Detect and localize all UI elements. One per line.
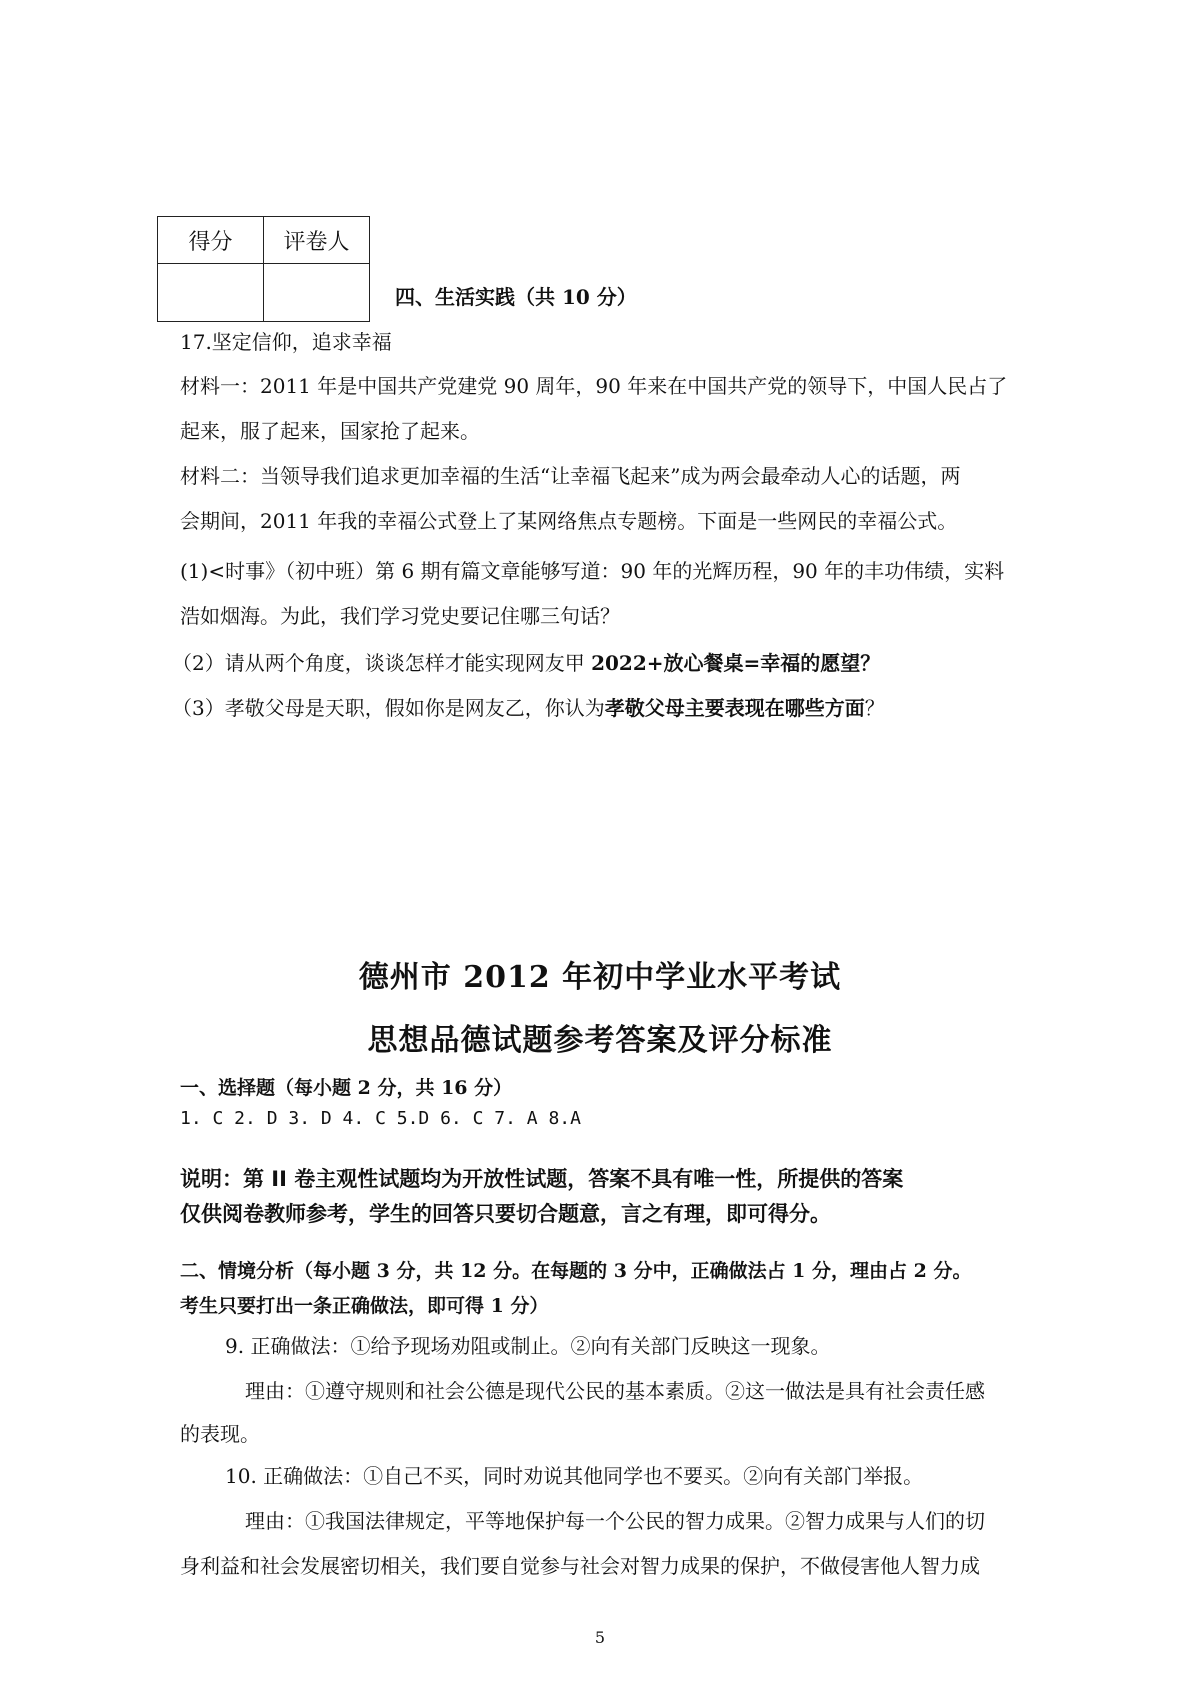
sub2-bold-text: 2022+放心餐桌=幸福的愿望？ — [591, 651, 881, 675]
section2-line1: 二、情境分析（每小题 3 分，共 12 分。在每题的 3 分中，正确做法占 1 分，理由占 2 分。 — [180, 1260, 972, 1282]
q9-method: 9. 正确做法：①给予现场劝阻或制止。②向有关部门反映这一现象。 — [225, 1334, 831, 1358]
q9-reason-line1: 理由：①遵守规则和社会公德是现代公民的基本素质。②这一做法是具有社会责任感 — [245, 1379, 985, 1403]
sub3-text: （3）孝敬父母是天职，假如你是网友乙，你认为 — [172, 696, 605, 720]
q10-reason-line2: 身利益和社会发展密切相关，我们要自觉参与社会对智力成果的保护，不做侵害他人智力成 — [180, 1554, 980, 1578]
page-number: 5 — [594, 1628, 606, 1647]
answer-key-title: 德州市 2012 年初中学业水平考试 — [358, 960, 842, 995]
material2-line1: 材料二：当领导我们追求更加幸福的生活“让幸福飞起来”成为两会最牵动人心的话题，两 — [180, 464, 961, 488]
q10-reason-line1: 理由：①我国法律规定，平等地保护每一个公民的智力成果。②智力成果与人们的切 — [245, 1509, 985, 1533]
note-line1: 说明：第 II 卷主观性试题均为开放性试题，答案不具有唯一性，所提供的答案 — [180, 1167, 904, 1191]
material2-line2: 会期间，2011 年我的幸福公式登上了某网络焦点专题榜。下面是一些网民的幸福公式。 — [180, 509, 958, 533]
sub3-bold-text: 孝敬父母主要表现在哪些方面 — [604, 696, 865, 720]
sub3-end: ？ — [864, 696, 885, 720]
section1-heading: 一、选择题（每小题 2 分，共 16 分） — [180, 1077, 513, 1099]
grader-header: 评卷人 — [264, 217, 370, 264]
score-table — [157, 216, 370, 322]
sub1-line1: (1)<时事》（初中班）第 6 期有篇文章能够写道：90 年的光辉历程，90 年的丰功伟绩，实料 — [180, 559, 1005, 583]
note-line2: 仅供阅卷教师参考，学生的回答只要切合题意，言之有理，即可得分。 — [180, 1202, 831, 1226]
q17-title: 17.坚定信仰，追求幸福 — [180, 330, 392, 354]
score-header: 得分 — [158, 217, 264, 264]
material1-line1: 材料一：2011 年是中国共产党建党 90 周年，90 年来在中国共产党的领导下，中国人民占了 — [180, 374, 1008, 398]
q9-reason-line2: 的表现。 — [180, 1422, 260, 1446]
score-cell — [158, 264, 264, 322]
q10-method: 10. 正确做法：①自己不买，同时劝说其他同学也不要买。②向有关部门举报。 — [225, 1464, 924, 1488]
sub3-line — [172, 692, 885, 721]
section2-line2: 考生只要打出一条正确做法，即可得 1 分） — [180, 1295, 549, 1317]
choice-answers: 1. C 2. D 3. D 4. C 5.D 6. C 7. A 8.A — [180, 1108, 581, 1129]
sub1-line2: 浩如烟海。为此，我们学习党史要记住哪三句话？ — [180, 604, 620, 628]
sub2-text: （2）请从两个角度，谈谈怎样才能实现网友甲 — [172, 651, 592, 675]
sub2-line — [172, 647, 880, 676]
material1-line2: 起来，服了起来，国家抢了起来。 — [180, 419, 480, 443]
grader-cell — [264, 264, 370, 322]
section-four-title: 四、生活实践（共 10 分） — [395, 285, 637, 309]
answer-key-subtitle: 思想品德试题参考答案及评分标准 — [367, 1023, 833, 1058]
